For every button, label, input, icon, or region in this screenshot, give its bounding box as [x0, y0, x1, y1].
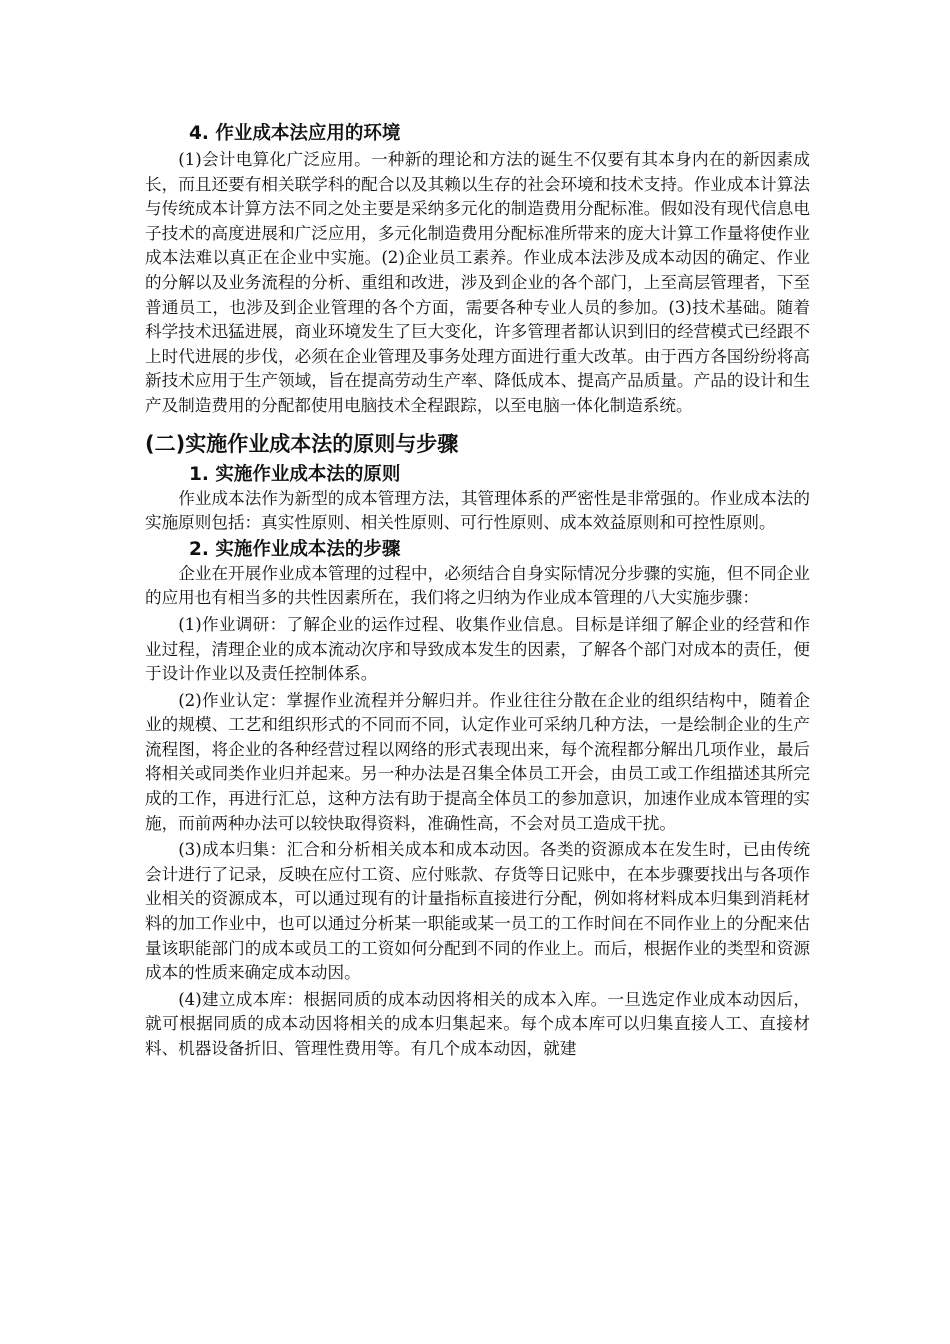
paragraph-step-4: (4)建立成本库：根据同质的成本动因将相关的成本入库。一旦选定作业成本动因后，就可根据同质的成本动因将相关的成本归集起来。每个成本库可以归集直接人工、直接材料、机器设备折旧、管理性费用等。有几个成本动因，就建: [145, 989, 810, 1058]
paragraph-step-2: (2)作业认定：掌握作业流程并分解归并。作业往往分散在企业的组织结构中，随着企业的规模、工艺和组织形式的不同而不同，认定作业可采纳几种方法，一是绘制企业的生产流程图，将企业的各种经营过程以网络的形式表现出来，每个流程都分解出几项作业，最后将相关或同类作业归并起来。另一种办法是召集全体员工开会，由员工或工作组描述其所完成的工作，再进行汇总，这种方法有助于提高全体员工的参加意识，加速作业成本管理的实施，而前两种办法可以较快取得资料，准确性高，不会对员工造成干扰。: [145, 690, 810, 833]
section-heading-environment: 4. 作业成本法应用的环境: [189, 123, 401, 144]
paragraph-step-3: (3)成本归集：汇合和分析相关成本和成本动因。各类的资源成本在发生时，已由传统会计进行了记录，反映在应付工资、应付账款、存货等日记账中，在本步骤要找出与各项作业相关的资源成本，可以通过现有的计量指标直接进行分配，例如将材料成本归集到消耗材料的加工作业中，也可以通过分析某一职能或某一员工的工作时间在不同作业上的分配来估量该职能部门的成本或员工的工资如何分配到不同的作业上。而后，根据作业的类型和资源成本的性质来确定成本动因。: [145, 840, 810, 983]
paragraph-principles: 作业成本法作为新型的成本管理方法，其管理体系的严密性是非常强的。作业成本法的实施原则包括：真实性原则、相关性原则、可行性原则、成本效益原则和可控性原则。: [145, 488, 810, 533]
section-heading-principles-steps: (二)实施作业成本法的原则与步骤: [145, 431, 459, 456]
subheading-principles: 1. 实施作业成本法的原则: [189, 463, 401, 485]
document-page: [145, 120, 810, 1064]
paragraph-environment: (1)会计电算化广泛应用。一种新的理论和方法的诞生不仅要有其本身内在的新因素成长，而且还要有相关联学科的配合以及其赖以生存的社会环境和技术支持。作业成本计算法与传统成本计算方法不同之处主要是采纳多元化的制造费用分配标准。假如没有现代信息电子技术的高度进展和广泛应用，多元化制造费用分配标准所带来的庞大计算工作量将使作业成本法难以真正在企业中实施。(2)企业员工素养。作业成本法涉及成本动因的确定、作业的分解以及业务流程的分析、重组和改进，涉及到企业的各个部门，上至高层管理者，下至普通员工，也涉及到企业管理的各个方面，需要各种专业人员的参加。(3)技术基础。随着科学技术迅猛进展，商业环境发生了巨大变化，许多管理者都认识到旧的经营模式已经跟不上时代进展的步伐，必须在企业管理及事务处理方面进行重大改革。由于西方各国纷纷将高新技术应用于生产领域，旨在提高劳动生产率、降低成本、提高产品质量。产品的设计和生产及制造费用的分配都使用电脑技术全程跟踪，以至电脑一体化制造系统。: [145, 150, 810, 415]
paragraph-steps-intro: 企业在开展作业成本管理的过程中，必须结合自身实际情况分步骤的实施，但不同企业的应用也有相当多的共性因素所在，我们将之归纳为作业成本管理的八大实施步骤：: [145, 563, 810, 608]
paragraph-step-1: (1)作业调研：了解企业的运作过程、收集作业信息。目标是详细了解企业的经营和作业过程，清理企业的成本流动次序和导致成本发生的因素，了解各个部门对成本的责任，便于设计作业以及责任控制体系。: [145, 614, 810, 684]
subheading-steps: 2. 实施作业成本法的步骤: [189, 538, 401, 560]
